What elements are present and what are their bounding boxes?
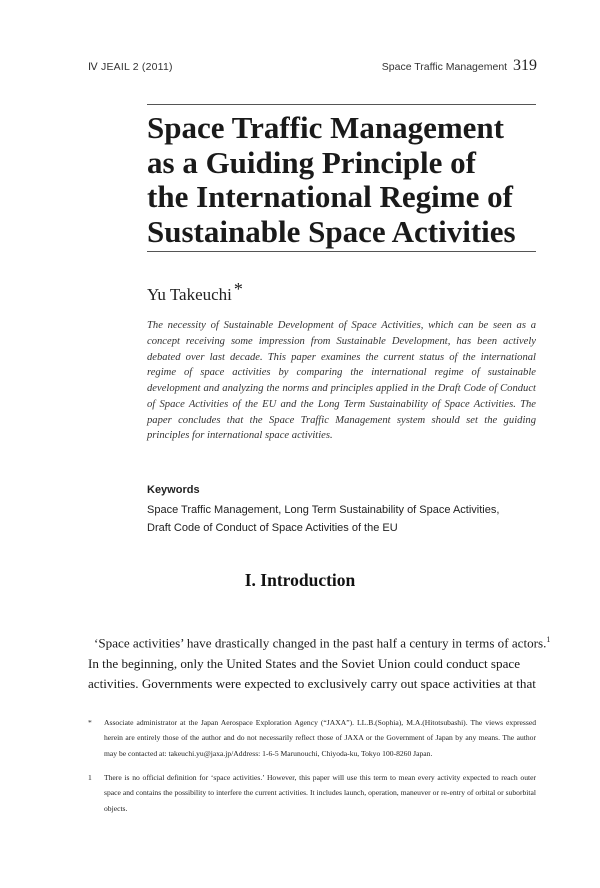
running-header: [382, 57, 537, 75]
footnote-mark: *: [88, 718, 92, 727]
author: [147, 279, 243, 305]
page-number: 319: [513, 57, 537, 74]
title-line: Space Traffic Management: [147, 110, 504, 145]
article-title: [147, 111, 547, 249]
author-name: Yu Takeuchi: [147, 285, 232, 304]
abstract: The necessity of Sustainable Development of Space Activities, which can be seen as a concept receiving some impression from Sustainable Development, has been actively debated over last decade. This paper examines the current status of the international regime of space activities by comparing the international regime of sustainable development and analyzing the norms and principles applied in the Draft Code of Conduct of Space Activities of the EU and the Long Term Sustainability of Space Activities. The paper concludes that the Space Traffic Management system should set the guiding principles for international space activities.: [147, 320, 536, 442]
keywords: [147, 501, 542, 537]
section-heading: I. Introduction: [244, 570, 356, 590]
keywords-line: Space Traffic Management, Long Term Sustainability of Space Activities,: [147, 504, 500, 516]
body-paragraph: [88, 630, 551, 695]
footnote: [88, 770, 536, 816]
body-line: activities. Governments were expected to exclusively carry out space activities at that: [88, 676, 536, 692]
author-footnote-mark[interactable]: *: [233, 279, 243, 299]
title-rule-bottom: [147, 251, 536, 252]
footnote-text: Associate administrator at the Japan Aerospace Exploration Agency (“JAXA”). LL.B.(Sophia), M.A.(Hitotsubashi). The views expressed herein are entirely those of the author and do not necessarily reflect those of JAXA or the Government of Japan by any means. The author may be contacted at: takeuchi.yu@jaxa.jp/Address: 1-6-5 Marunouchi, Chiyoda-ku, Tokyo 100-8260 Japan.: [104, 718, 536, 758]
footnote-ref[interactable]: 1: [546, 635, 551, 644]
keywords-line: Draft Code of Conduct of Space Activities of the EU: [147, 522, 398, 534]
journal-citation: Ⅳ JEAIL 2 (2011): [88, 61, 173, 73]
running-title: Space Traffic Management: [381, 61, 508, 73]
title-rule-top: [147, 104, 536, 105]
keywords-heading: Keywords: [147, 484, 200, 496]
footnote-mark: 1: [88, 773, 92, 782]
title-line: the International Regime of: [147, 179, 513, 214]
title-line: Sustainable Space Activities: [147, 213, 516, 249]
title-line: as a Guiding Principle of: [147, 144, 476, 180]
footnote-text: There is no official definition for ‘space activities.’ However, this paper will use this term to mean every activity expected to reach outer space and contains the possibility to interfere the current activities. It includes launch, operation, maneuver or re-entry of orbital or suborbital objects.: [104, 773, 536, 813]
body-line-text: ‘Space activities’ have drastically changed in the past half a century in terms of actors.: [94, 635, 547, 651]
body-line: [88, 630, 551, 654]
body-line: In the beginning, only the United States and the Soviet Union could conduct space: [88, 655, 521, 671]
footnote: [88, 715, 536, 761]
